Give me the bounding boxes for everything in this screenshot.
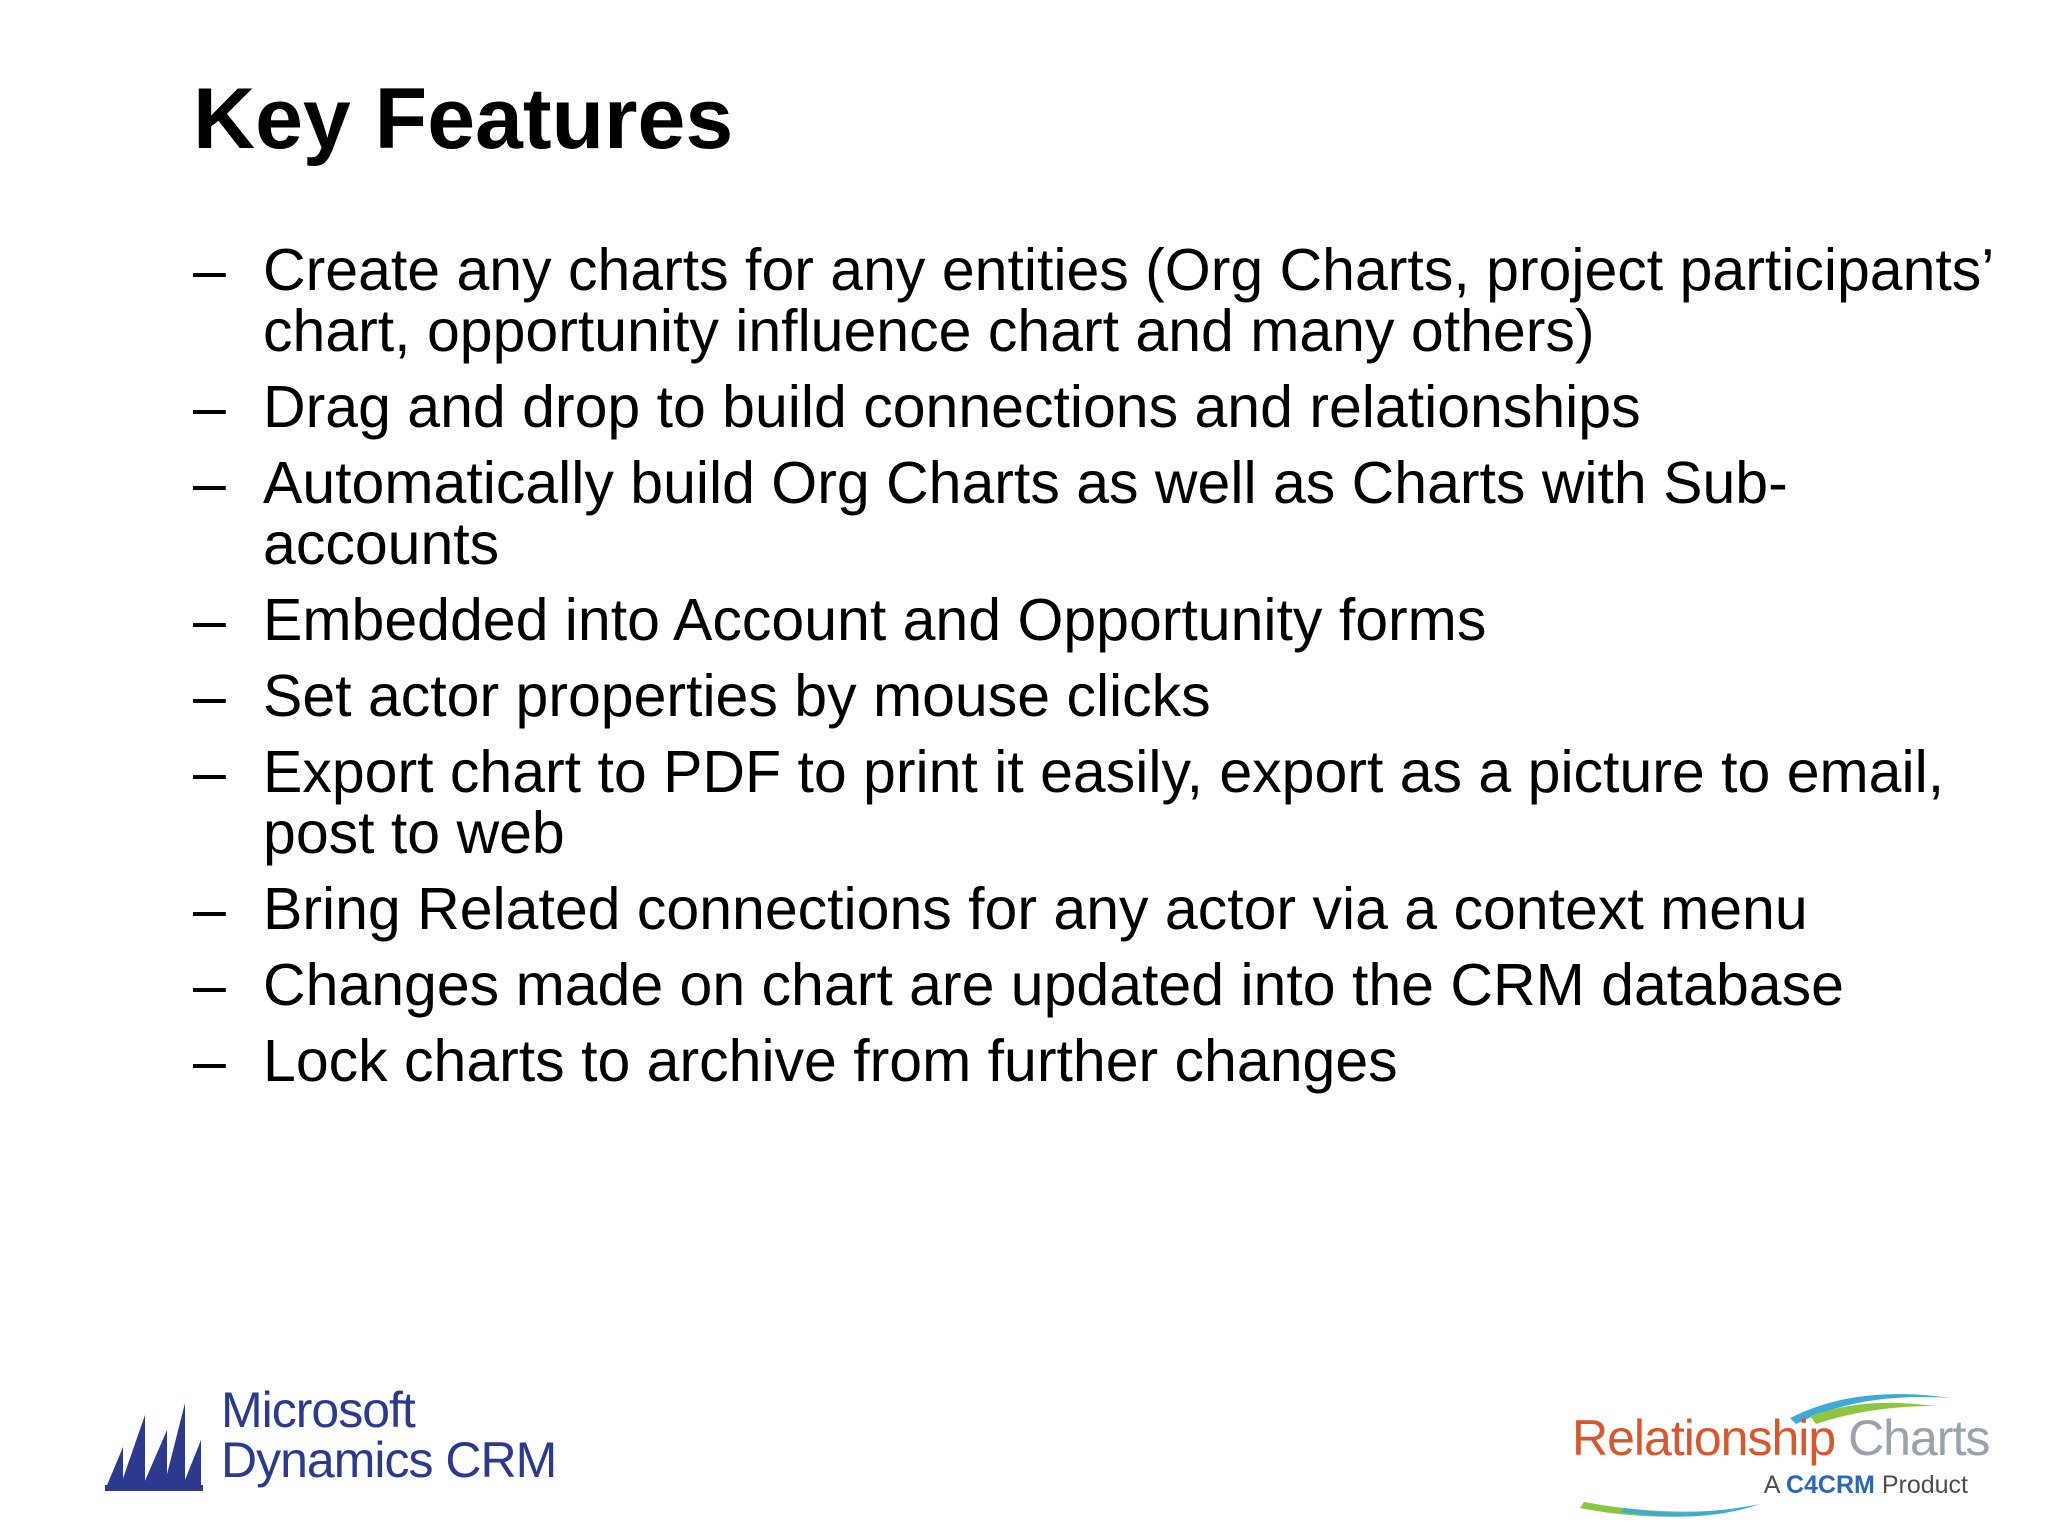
feature-text: Create any charts for any entities (Org Charts, project participants’ chart, opportunity influence chart and many others) bbox=[263, 237, 1993, 364]
subtitle-suffix: Product bbox=[1881, 1471, 1968, 1499]
relationship-charts-logo bbox=[1560, 1380, 1990, 1520]
microsoft-logo-line2: Dynamics CRM bbox=[221, 1432, 557, 1488]
bullet-dash: – bbox=[193, 450, 226, 516]
feature-item bbox=[193, 876, 1993, 942]
dynamics-crm-logo-icon bbox=[105, 1395, 205, 1495]
bullet-dash: – bbox=[193, 739, 226, 805]
bullet-dash: – bbox=[193, 952, 226, 1018]
feature-text: Bring Related connections for any actor via a context menu bbox=[263, 876, 1808, 942]
feature-text: Embedded into Account and Opportunity forms bbox=[263, 587, 1487, 653]
relationship-charts-title bbox=[1572, 1412, 1989, 1464]
feature-item bbox=[193, 587, 1993, 653]
subtitle-brand: C4CRM bbox=[1785, 1471, 1875, 1499]
bullet-dash: – bbox=[193, 237, 226, 303]
feature-item bbox=[193, 374, 1993, 440]
feature-text: Export chart to PDF to print it easily, export as a picture to email, post to web bbox=[263, 739, 1945, 866]
feature-item bbox=[193, 237, 1993, 364]
feature-text: Drag and drop to build connections and relationships bbox=[263, 374, 1641, 440]
microsoft-logo-line1: Microsoft bbox=[221, 1382, 415, 1438]
relationship-word: Relationship bbox=[1572, 1410, 1836, 1466]
subtitle-prefix: A bbox=[1763, 1471, 1780, 1499]
bullet-dash: – bbox=[193, 663, 226, 729]
slide-title: Key Features bbox=[193, 71, 734, 167]
feature-text: Lock charts to archive from further changes bbox=[263, 1028, 1398, 1094]
bullet-dash: – bbox=[193, 876, 226, 942]
feature-text: Changes made on chart are updated into the CRM database bbox=[263, 952, 1844, 1018]
feature-item bbox=[193, 952, 1993, 1018]
feature-item bbox=[193, 1028, 1993, 1094]
bullet-dash: – bbox=[193, 374, 226, 440]
microsoft-dynamics-crm-logo bbox=[105, 1382, 565, 1515]
feature-item bbox=[193, 450, 1993, 577]
microsoft-logo-text bbox=[221, 1382, 557, 1488]
relationship-charts-subtitle bbox=[1764, 1472, 1968, 1498]
bullet-dash: – bbox=[193, 587, 226, 653]
charts-word: Charts bbox=[1848, 1410, 1990, 1466]
bullet-dash: – bbox=[193, 1028, 226, 1094]
feature-text: Set actor properties by mouse clicks bbox=[263, 663, 1211, 729]
feature-item bbox=[193, 739, 1993, 866]
feature-item bbox=[193, 663, 1993, 729]
feature-text: Automatically build Org Charts as well as Charts with Sub-accounts bbox=[263, 450, 1788, 577]
feature-list bbox=[193, 237, 1993, 1107]
